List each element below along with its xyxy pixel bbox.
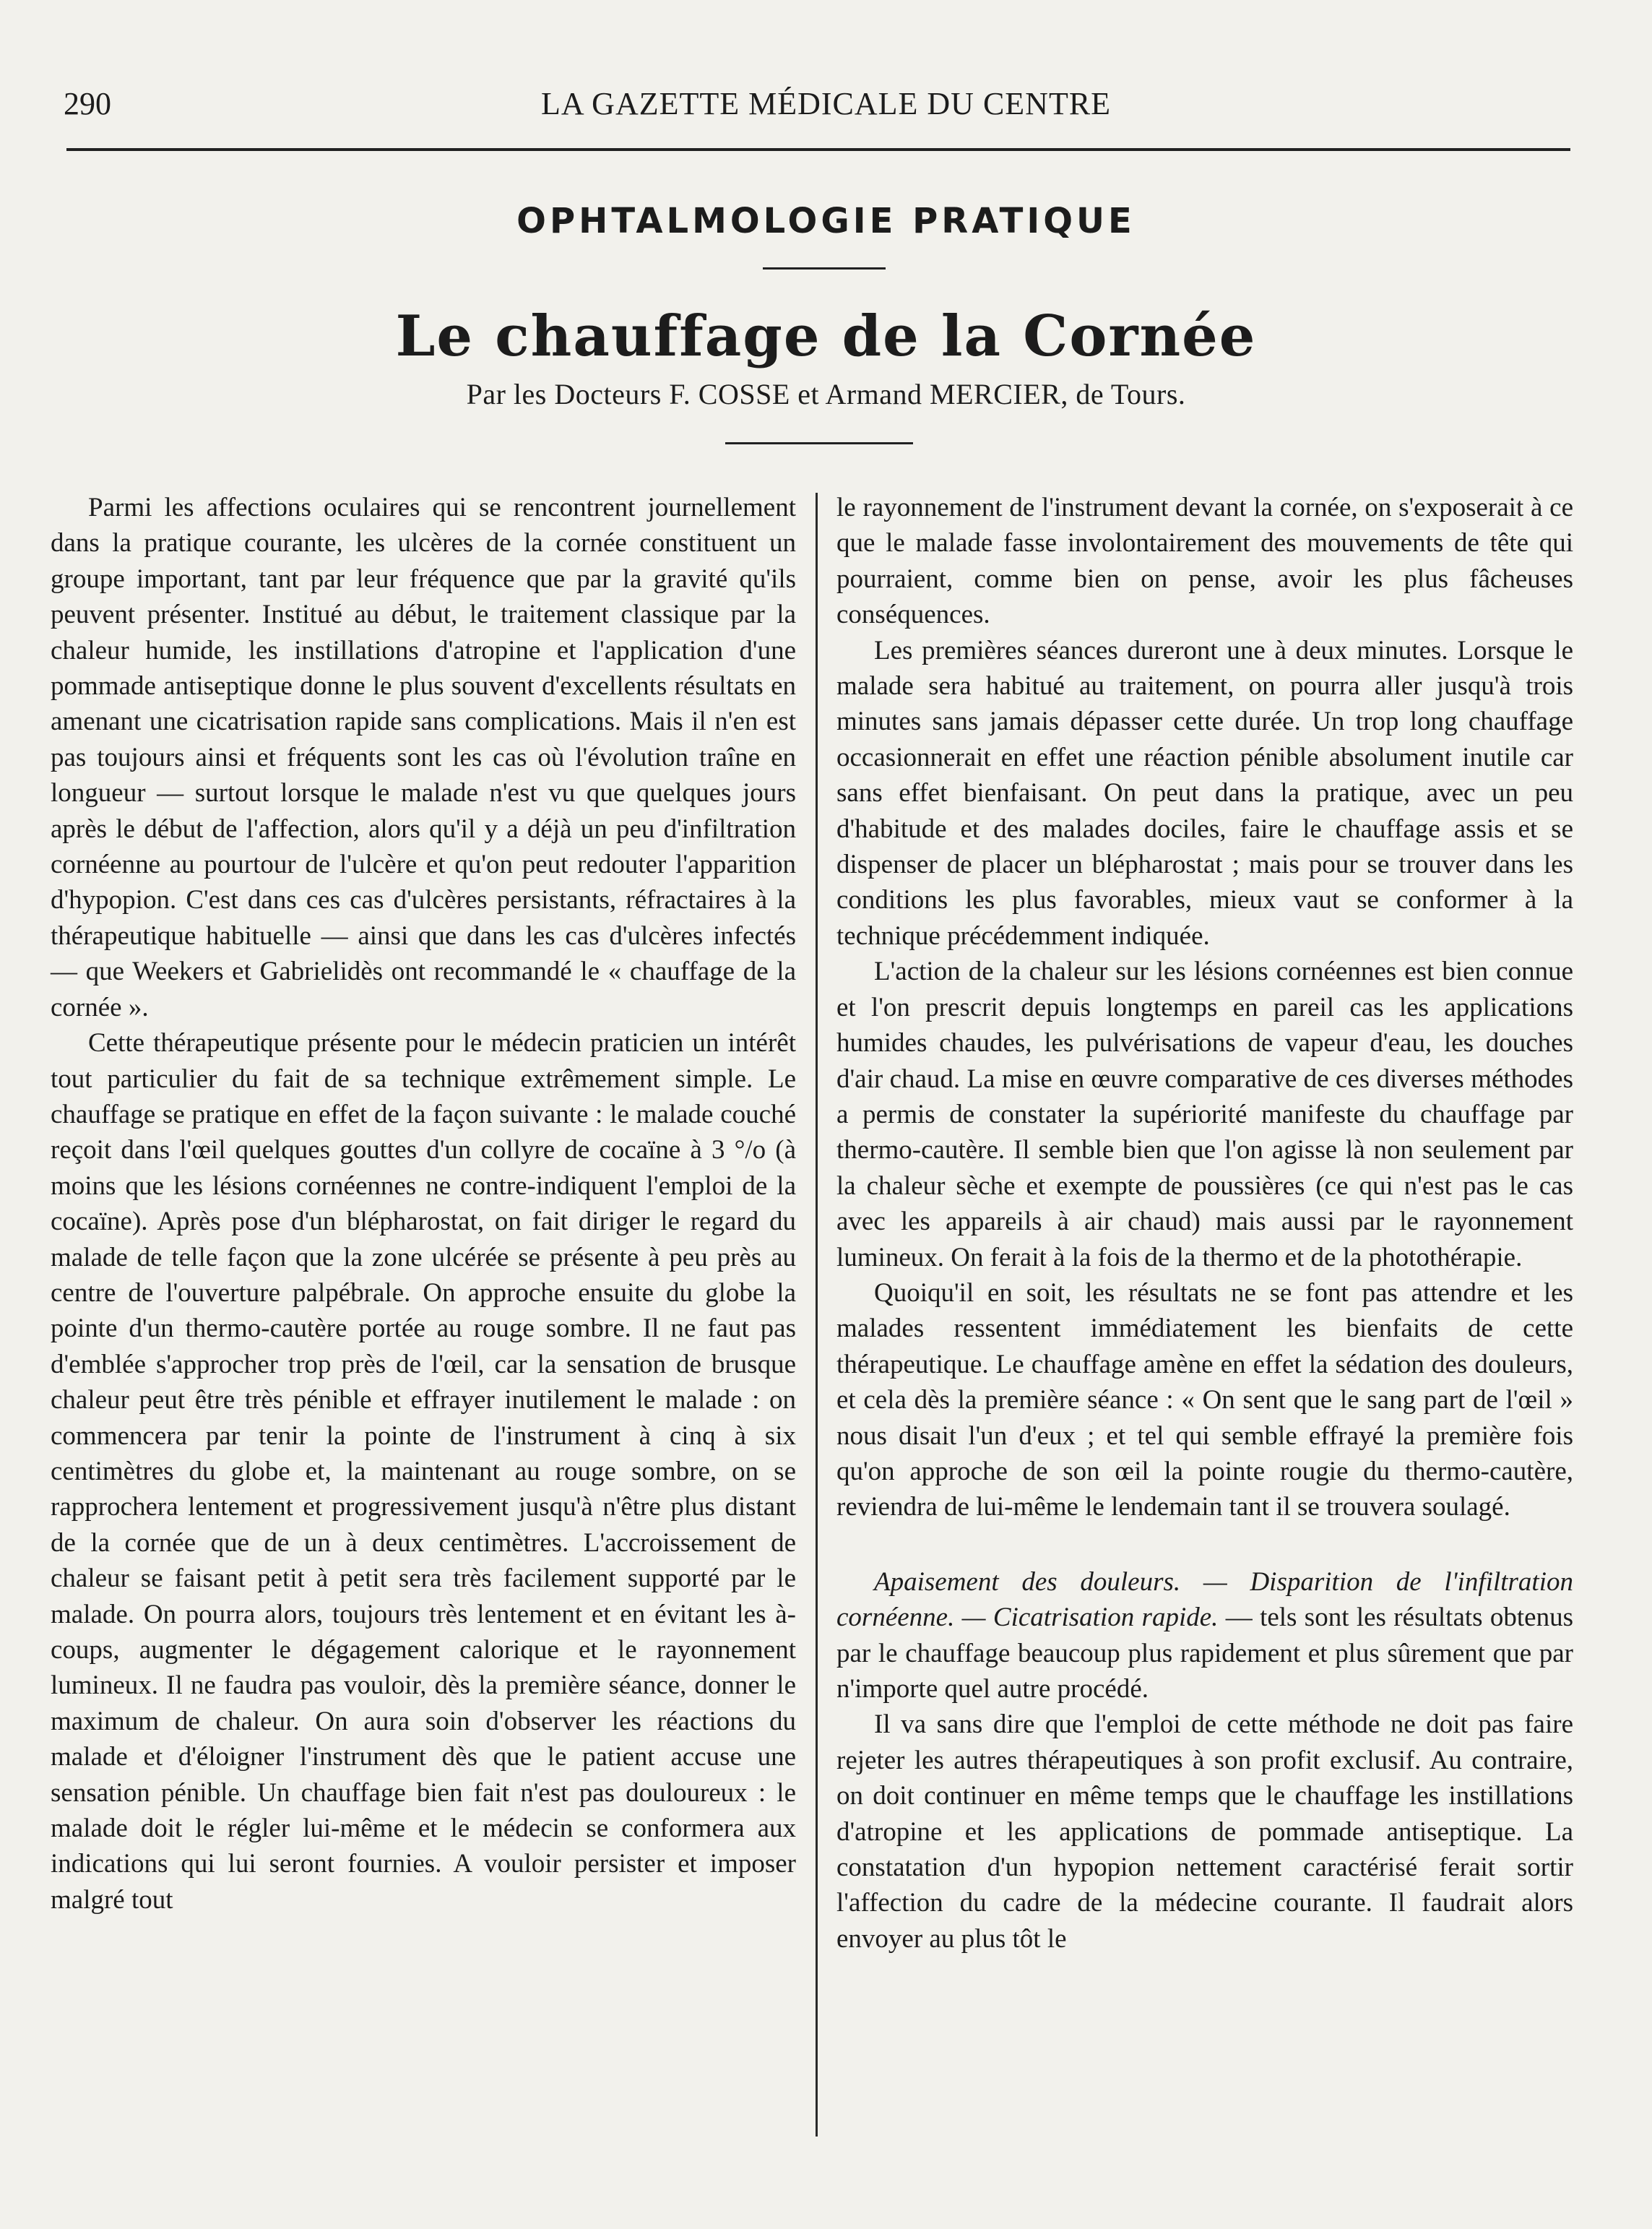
header-rule — [66, 148, 1570, 151]
section-title: OPHTALMOLOGIE PRATIQUE — [516, 201, 1136, 241]
paragraph: Les premières séances dureront une à deux minutes. Lorsque le malade sera habitué au traitement, on pourra aller jusqu'à trois minutes sans jamais dépasser cette durée. Un trop long chauffage occasionnerait en effet une réaction pénible absolument inutile car sans effet bienfaisant. On peut dans la pratique, avec un peu d'habitude et des malades dociles, faire le chauffage assis et se dispenser de placer un blépharostat ; mais pour se trouver dans les conditions les plus favorables, mieux vaut se conformer à la technique précédemment indiquée. — [836, 635, 1573, 951]
left-column — [51, 490, 796, 1918]
summary-italic: Apaisement des douleurs. — Disparition de l'infiltration cornéenne. — Cicatrisation rapide. — [836, 1566, 1573, 1633]
page-number: 290 — [64, 86, 111, 121]
article-title: Le chauffage de la Cornée — [395, 303, 1257, 369]
paragraph: Il va sans dire que l'emploi de cette méthode ne doit pas faire rejeter les autres thérapeutiques à son profit exclusif. Au contraire, on doit continuer en même temps que le chauffage les instillations d'atropine et les applications de pommade antiseptique. La constatation d'un hypopion nettement caractérisé ferait sortir l'affection du cadre de la médecine courante. Il faudrait alors envoyer au plus tôt le — [836, 1710, 1573, 1954]
summary-paragraph — [836, 1564, 1573, 1707]
paragraph: Quoiqu'il en soit, les résultats ne se font pas attendre et les malades ressentent immédiatement les bienfaits de cette thérapeutique. Le chauffage amène en effet la sédation des douleurs, et cela dès la première séance : « On sent que le sang part de l'œil » nous disait l'un d'eux ; et tel qui semble effrayé la première fois qu'on approche de son œil la pointe rougie du thermo-cautère, reviendra de lui-même le lendemain tant il se trouvera soulagé. — [836, 1277, 1573, 1522]
journal-title: LA GAZETTE MÉDICALE DU CENTRE — [540, 86, 1112, 121]
right-column — [836, 490, 1573, 1957]
summary-text: — tels sont les résultats obtenus par le chauffage beaucoup plus rapidement et plus sûrement que par n'importe quel autre procédé. — [836, 1603, 1573, 1704]
section-divider — [763, 267, 886, 270]
byline-divider — [725, 442, 913, 444]
paragraph-continuation: le rayonnement de l'instrument devant la cornée, on s'exposerait à ce que le malade fasse involontairement des mouvements de tête qui pourraient, comme bien on pense, avoir les plus fâcheuses conséquences. — [836, 493, 1573, 630]
paragraph: L'action de la chaleur sur les lésions cornéennes est bien connue et l'on prescrit depuis longtemps en pareil cas les applications humides chaudes, les pulvérisations de vapeur d'eau, les douches d'air chaud. La mise en œuvre comparative de ces diverses méthodes a permis de constater la supériorité manifeste du chauffage par thermo-cautère. Il semble bien que l'on agisse là non seulement par la chaleur sèche et exempte de poussières (ce qui n'est pas le cas avec les appareils à air chaud) mais aussi par le rayonnement lumineux. On ferait à la fois de la thermo et de la photothérapie. — [836, 957, 1573, 1272]
paragraph: Cette thérapeutique présente pour le médecin praticien un intérêt tout particulier du fait de sa technique extrêmement simple. Le chauffage se pratique en effet de la façon suivante : le malade couché reçoit dans l'œil quelques gouttes d'un collyre de cocaïne à 3 °/o (à moins que les lésions cornéennes ne contre-indiquent l'emploi de la cocaïne). Après pose d'un blépharostat, on fait diriger le regard du malade de telle façon que la zone ulcérée se présente à peu près au centre de l'ouverture palpébrale. On approche ensuite du globe la pointe d'un thermo-cautère portée au rouge sombre. Il ne faut pas d'emblée s'approcher trop près de l'œil, car la sensation de brusque chaleur peut être très pénible et effrayer inutilement le malade : on commencera par tenir la pointe de l'instrument à cinq à six centimètres du globe et, la maintenant au rouge sombre, on se rapprochera lentement et progressivement jusqu'à n'être plus distant de la cornée que de un à deux centimètres. L'accroissement de chaleur se faisant petit à petit sera très facilement supporté par le malade. On pourra alors, toujours très lentement et en évitant les à-coups, augmenter le dégagement calorique et le rayonnement lumineux. Il ne faudra pas vouloir, dès la première séance, donner le maximum de chaleur. On aura soin d'observer les réactions du malade et d'éloigner l'instrument dès que le patient accuse une sensation pénible. Un chauffage bien fait n'est pas douloureux : le malade doit le régler lui-même et le médecin se conformera aux indications qui lui seront fournies. A vouloir persister et imposer malgré tout — [51, 1028, 796, 1915]
paragraph: Parmi les affections oculaires qui se rencontrent journellement dans la pratique courante, les ulcères de la cornée constituent un groupe important, tant par leur fréquence que par la gravité qu'ils peuvent présenter. Institué au début, le traitement classique par la chaleur humide, les instillations d'atropine et l'application d'une pommade antiseptique donne le plus souvent d'excellents résultats en amenant une cicatrisation rapide sans complications. Mais il n'en est pas toujours ainsi et fréquents sont les cas où l'évolution traîne en longueur — surtout lorsque le malade n'est vu que quelques jours après le début de l'affection, alors qu'il y a déjà un peu d'infiltration cornéenne au pourtour de l'ulcère et qu'on peut redouter l'apparition d'hypopion. C'est dans ces cas d'ulcères persistants, réfractaires à la thérapeutique habituelle — ainsi que dans les cas d'ulcères infectés — que Weekers et Gabrielidès ont recommandé le « chauffage de la cornée ». — [51, 493, 796, 1022]
column-divider — [816, 493, 818, 2137]
article-byline: Par les Docteurs F. COSSE et Armand MERCIER, de Tours. — [466, 378, 1186, 410]
